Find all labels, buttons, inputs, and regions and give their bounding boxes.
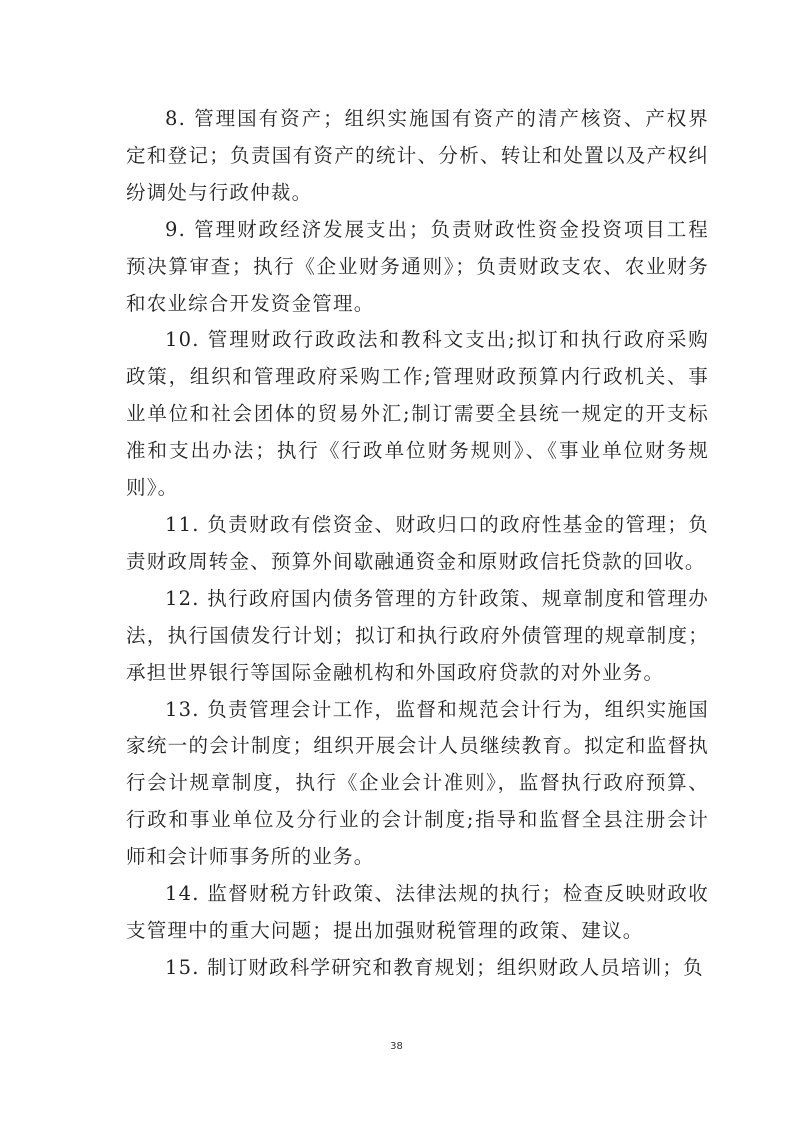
paragraph-item-12: 12. 执行政府国内债务管理的方针政策、规章制度和管理办法，执行国债发行计划；拟订和执行政府外债管理的规章制度；承担世界银行等国际金融机构和外国政府贷款的对外业务。 — [126, 586, 709, 684]
document-body — [126, 101, 709, 987]
page-number: 38 — [390, 1041, 403, 1052]
paragraph-item-9: 9. 管理财政经济发展支出；负责财政性资金投资项目工程预决算审查；执行《企业财务通则》；负责财政支农、农业财务和农业综合开发资金管理。 — [126, 217, 709, 315]
paragraph-item-14: 14. 监督财税方针政策、法律法规的执行；检查反映财政收支管理中的重大问题；提出加强财税管理的政策、建议。 — [126, 882, 709, 942]
paragraph-item-15: 15. 制订财政科学研究和教育规划；组织财政人员培训；负 — [165, 955, 704, 979]
paragraph-item-8: 8. 管理国有资产；组织实施国有资产的清产核资、产权界定和登记；负责国有资产的统计、分析、转让和处置以及产权纠纷调处与行政仲裁。 — [126, 107, 709, 204]
paragraph-item-13: 13. 负责管理会计工作，监督和规范会计行为，组织实施国家统一的会计制度；组织开展会计人员继续教育。拟定和监督执行会计规章制度，执行《企业会计准则》，监督执行政府预算、行政和事业单位及分行业的会计制度;指导和监督全县注册会计师和会计师事务所的业务。 — [126, 697, 709, 869]
paragraph-item-10: 10. 管理财政行政政法和教科文支出;拟订和执行政府采购政策，组织和管理政府采购工作;管理财政预算内行政机关、事业单位和社会团体的贸易外汇;制订需要全县统一规定的开支标准和支出办法；执行《行政单位财务规则》、《事业单位财务规则》。 — [126, 328, 709, 500]
paragraph-item-11: 11. 负责财政有偿资金、财政归口的政府性基金的管理；负责财政周转金、预算外间歇融通资金和原财政信托贷款的回收。 — [126, 512, 709, 573]
